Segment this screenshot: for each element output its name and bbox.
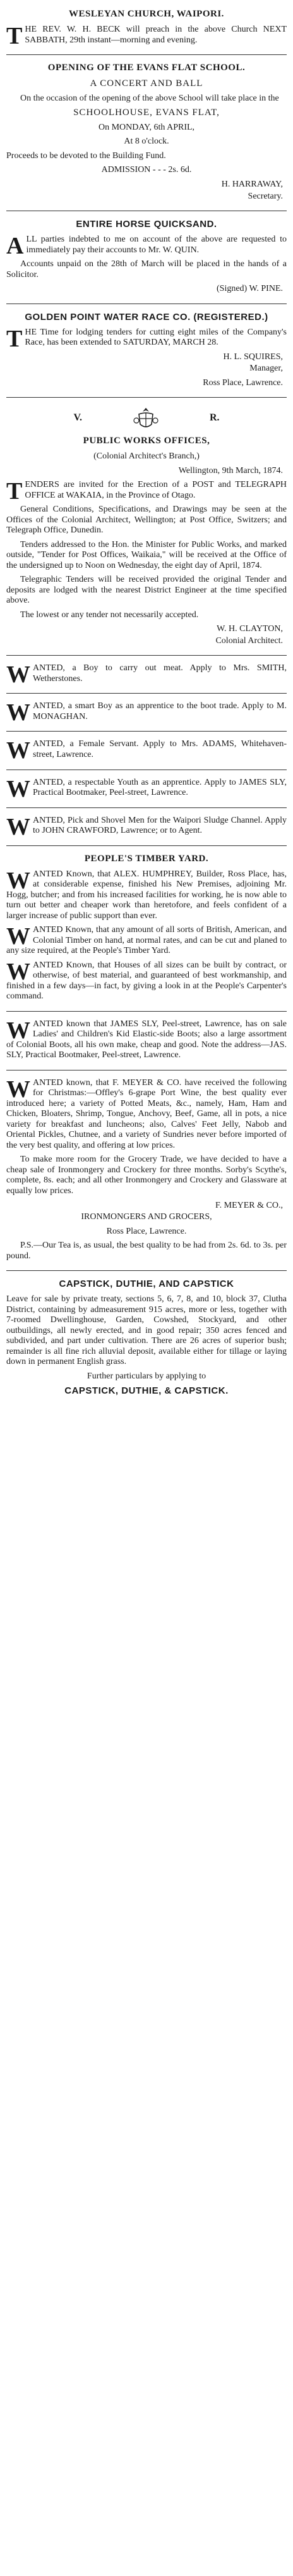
ad-body: TENDERS are invited for the Erection of a POST and TELEGRAPH OFFICE at WAKAIA, in the Province of Otago.: [6, 478, 287, 505]
event-time: At 8 o'clock.: [124, 137, 169, 147]
ad-signoff: CAPSTICK, DUTHIE, & CAPSTICK.: [64, 1385, 229, 1397]
postscript: P.S.—Our Tea is, as usual, the best quality to be had from 2s. 6d. to 3s. per pound.: [6, 1241, 287, 1261]
ad-wanted-servant: [6, 739, 287, 770]
signature: (Signed) W. PINE.: [217, 284, 283, 294]
ad-title: OPENING OF THE EVANS FLAT SCHOOL.: [47, 63, 246, 73]
ad-wanted-boy: [6, 663, 287, 694]
ad-timber-yard: [6, 854, 287, 1012]
ad-golden-point: [6, 312, 287, 398]
ad-body: WANTED Known, that Houses of all sizes can be built by contract, or otherwise, of best material, and guaranteed of best workmanship, and finished in a few days—in fact, by giving a look in at the People's Carpenter's command.: [6, 958, 287, 1002]
concert-line: A CONCERT AND BALL: [90, 78, 203, 89]
ad-body: Further particulars by applying to: [87, 1371, 206, 1381]
ad-title: PEOPLE'S TIMBER YARD.: [84, 853, 209, 864]
ad-body: WANTED, a Boy to carry out meat. Apply to Mrs. SMITH, Wetherstones.: [6, 661, 287, 689]
ad-capstick: [6, 1279, 287, 1401]
newspaper-column: [6, 0, 287, 1401]
ad-body: WANTED, a Female Servant. Apply to Mrs. ADAMS, Whitehaven-street, Lawrence.: [6, 737, 287, 764]
venue: SCHOOLHOUSE, EVANS FLAT,: [73, 107, 220, 118]
signer-place: Ross Place, Lawrence.: [106, 1226, 187, 1236]
crest-letter-r: R.: [209, 412, 220, 424]
signer-role: Secretary.: [248, 191, 283, 201]
signer-trade: IRONMONGERS AND GROCERS,: [81, 1212, 212, 1222]
royal-arms: [6, 405, 287, 431]
signer-name: H. L. SQUIRES,: [223, 352, 283, 362]
ad-body: To make more room for the Grocery Trade, we have decided to have a cheap sale of Ironmongery and Crockery for three months. Sorby's Scythe's, complete, 8s. each; and all other Ironmongery and Crockery and Glassware at equally low prices.: [6, 1155, 287, 1196]
ad-body: The lowest or any tender not necessarily accepted.: [20, 610, 199, 620]
ad-body: WANTED Known, that ALEX. HUMPHREY, Builder, Ross Place, has, at considerable expense, finished his New Premises, adjoining Mr. Hogg, butcher; and from his increased facilities for working, he is now able to turn out better and cheaper work than heretofore, and feels confident of a larger increase of public support than ever.: [6, 867, 287, 921]
ad-wanted-pick-shovel: [6, 813, 287, 846]
ad-body: On the occasion of the opening of the above School will take place in the: [20, 93, 279, 103]
crest-letter-v: V.: [73, 412, 82, 424]
ad-body: WANTED, a smart Boy as an apprentice to the boot trade. Apply to M. MONAGHAN.: [6, 699, 287, 727]
ad-title: ENTIRE HORSE QUICKSAND.: [76, 219, 217, 230]
signer-name: F. MEYER & CO.,: [215, 1200, 283, 1210]
ad-body: WANTED, Pick and Shovel Men for the Waipori Sludge Channel. Apply to JOHN CRAWFORD, Lawrence; or to Agent.: [6, 813, 287, 840]
ad-body: WANTED Known, that any amount of all sorts of British, American, and Colonial Timber on hand, at normal rates, and can be cut and planed to any size required, at the People's Timber Yard.: [6, 923, 287, 956]
ad-body: Accounts unpaid on the 28th of March will be placed in the hands of a Solicitor.: [6, 259, 287, 279]
ad-public-works: [6, 405, 287, 656]
ad-title: WESLEYAN CHURCH, WAIPORI.: [69, 9, 224, 19]
ad-body: WANTED known that JAMES SLY, Peel-street, Lawrence, has on sale Ladies' and Children's Kid Elastic-side Boots; also a large assortment of Colonial Boots, all his own make, cheap and good. Note the address—JAS. SLY, Practical Bootmaker, Peel-street, Lawrence.: [6, 1017, 287, 1060]
signer-name: H. HARRAWAY,: [221, 179, 283, 189]
ad-date: Wellington, 9th March, 1874.: [178, 465, 283, 475]
ad-body: General Conditions, Specifications, and Drawings may be seen at the Offices of the Colonial Architect, Wellington; at Post Office, Switzers; and Telegraph Office, Dunedin.: [6, 505, 287, 536]
ad-title: PUBLIC WORKS OFFICES,: [83, 436, 210, 446]
royal-crest-icon: [133, 405, 159, 431]
ad-wanted-smart-boy: [6, 701, 287, 732]
event-date: On MONDAY, 6th APRIL,: [98, 122, 195, 132]
ad-body: THE Time for lodging tenders for cutting eight miles of the Company's Race, has been extended to SATURDAY, MARCH 28.: [6, 325, 287, 352]
ad-title: GOLDEN POINT WATER RACE CO. (REGISTERED.): [25, 311, 268, 322]
ad-wanted-youth: [6, 775, 287, 808]
proceeds-note: Proceeds to be devoted to the Building Fund.: [6, 150, 166, 161]
ad-body: Leave for sale by private treaty, sections 5, 6, 7, 8, and 10, block 37, Clutha District, containing by admeasurement 915 acres, more or less, together with 7-roomed Dwellinghouse, Garden, Cowshed, Stockyard, and other outbuildings, all newly erected, and in good repair; 350 acres fenced and subdivided, and part under cultivation. There are 26 acres of superior bush; remainder is all fine rich alluvial deposit, available either for tillage or laying down in permanent English grass.: [6, 1294, 287, 1367]
ad-body: ALL parties indebted to me on account of the above are requested to immediately pay their accounts to Mr. W. QUIN.: [6, 233, 287, 260]
ad-wesleyan-church: [6, 9, 287, 55]
ad-entire-horse: [6, 219, 287, 304]
signer-role: Colonial Architect.: [215, 635, 283, 646]
ad-f-meyer: [6, 1078, 287, 1271]
ad-body: Tenders addressed to the Hon. the Minister for Public Works, and marked outside, "Tender for Post Offices, Waikaia," will be received at the Office of the undersigned up to Noon on Wednesday, the eight day of April, 1874.: [6, 539, 287, 570]
ad-james-sly: [6, 1019, 287, 1070]
ad-body: Telegraphic Tenders will be received provided the original Tender and deposits are lodged with the nearest District Engineer at the time specified above.: [6, 575, 287, 606]
signer-role: Manager,: [249, 364, 283, 374]
ad-body: WANTED, a respectable Youth as an apprentice. Apply to JAMES SLY, Practical Bootmaker, Peel-street, Lawrence.: [6, 775, 287, 802]
ad-title: CAPSTICK, DUTHIE, AND CAPSTICK: [59, 1279, 234, 1290]
signer-name: W. H. CLAYTON,: [217, 624, 283, 634]
ad-subtitle: (Colonial Architect's Branch,): [93, 451, 200, 462]
signer-place: Ross Place, Lawrence.: [203, 377, 283, 388]
ad-body: THE REV. W. H. BECK will preach in the above Church NEXT SABBATH, 29th instant—morning and evening.: [6, 23, 287, 49]
ad-evans-flat-school: [6, 63, 287, 211]
admission: ADMISSION - - - 2s. 6d.: [101, 165, 192, 175]
ad-body: WANTED known, that F. MEYER & CO. have received the following for Christmas:—Offley's 6-grape Port Wine, the best quality ever introduced here; a variety of Potted Meats, &c., namely, Ham, Ham and Chicken, Bloaters, Shrimp, Tongue, Anchovy, Beef, Game, all in pots, a nice variety for breakfast and luncheons; also, Calves' Feet Jelly, Nabob and Oriental Pickles, Chutnee, and a variety of Sundries never before imported of the very best quality, and offering at low prices.: [6, 1076, 287, 1150]
